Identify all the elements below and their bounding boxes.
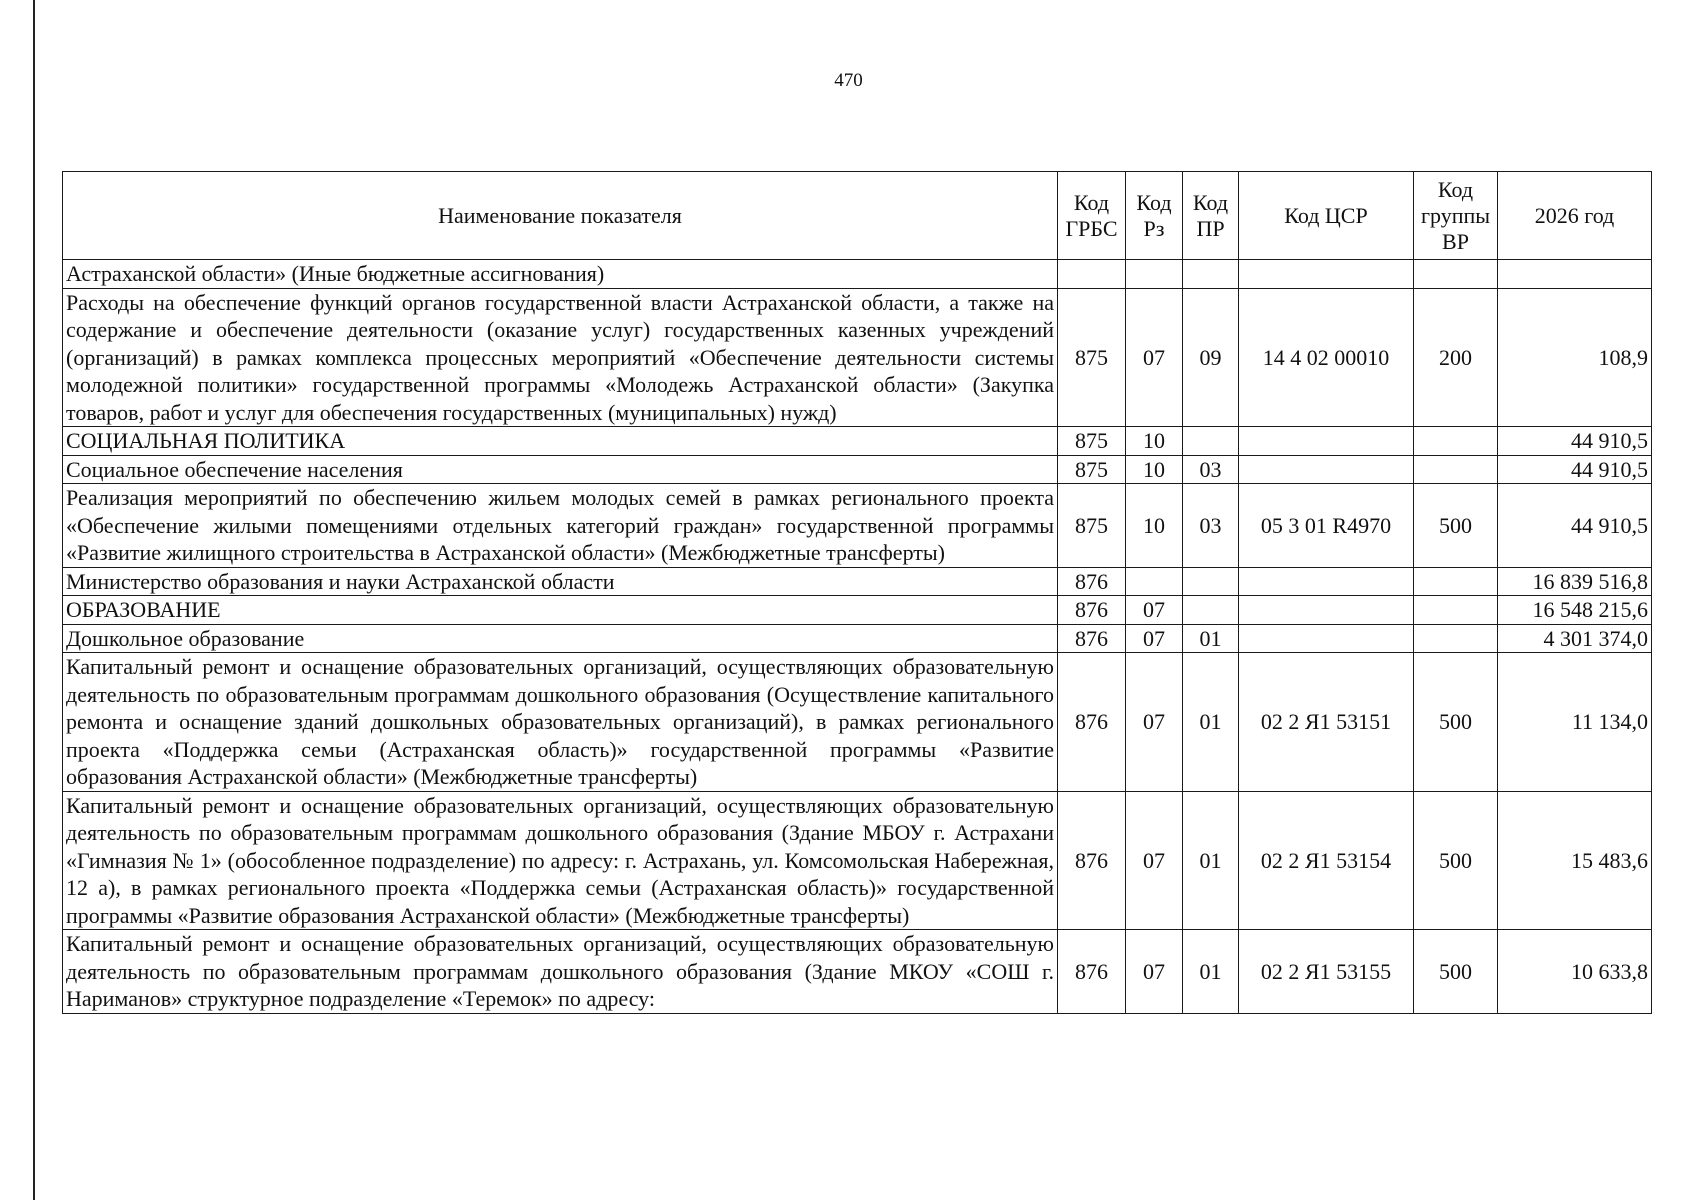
cell-name: ОБРАЗОВАНИЕ [63,596,1058,625]
cell-grbs: 875 [1058,455,1126,484]
cell-amount: 16 839 516,8 [1498,567,1652,596]
cell-pr: 09 [1183,288,1239,427]
cell-pr [1183,567,1239,596]
cell-vr [1414,596,1498,625]
cell-amount: 15 483,6 [1498,791,1652,930]
cell-amount: 16 548 215,6 [1498,596,1652,625]
cell-pr [1183,260,1239,289]
cell-vr: 500 [1414,930,1498,1014]
table-row [63,930,1652,1014]
cell-name: Дошкольное образование [63,624,1058,653]
cell-pr: 01 [1183,791,1239,930]
cell-csr: 05 3 01 R4970 [1239,484,1414,568]
cell-pr [1183,596,1239,625]
cell-vr: 200 [1414,288,1498,427]
cell-rz: 07 [1126,930,1183,1014]
cell-rz: 10 [1126,427,1183,456]
cell-amount [1498,260,1652,289]
table-row [63,484,1652,568]
cell-name: Расходы на обеспечение функций органов государственной власти Астраханской области, а также на содержание и обеспечение деятельности (оказание услуг) государственных казенных учреждений (организаций) в рамках комплекса процессных мероприятий «Обеспечение деятельности системы молодежной политики» государственной программы «Молодежь Астраханской области» (Закупка товаров, работ и услуг для обеспечения государственных (муниципальных) нужд) [63,288,1058,427]
cell-vr: 500 [1414,653,1498,792]
cell-amount: 10 633,8 [1498,930,1652,1014]
cell-grbs: 876 [1058,653,1126,792]
cell-csr [1239,624,1414,653]
cell-pr: 03 [1183,455,1239,484]
cell-pr: 01 [1183,653,1239,792]
cell-csr [1239,455,1414,484]
cell-name: Социальное обеспечение населения [63,455,1058,484]
cell-rz [1126,567,1183,596]
header-grbs: Код ГРБС [1058,172,1126,260]
cell-rz: 07 [1126,288,1183,427]
cell-rz: 07 [1126,653,1183,792]
left-margin-rule [33,0,35,1200]
cell-rz: 07 [1126,791,1183,930]
cell-rz: 07 [1126,596,1183,625]
budget-table [62,171,1652,1014]
cell-rz [1126,260,1183,289]
cell-grbs: 876 [1058,930,1126,1014]
header-rz: Код Рз [1126,172,1183,260]
table-row [63,624,1652,653]
header-pr: Код ПР [1183,172,1239,260]
table-row [63,596,1652,625]
cell-name: СОЦИАЛЬНАЯ ПОЛИТИКА [63,427,1058,456]
cell-vr: 500 [1414,791,1498,930]
cell-grbs [1058,260,1126,289]
cell-amount: 44 910,5 [1498,484,1652,568]
cell-vr: 500 [1414,484,1498,568]
cell-amount: 44 910,5 [1498,427,1652,456]
cell-name: Капитальный ремонт и оснащение образовательных организаций, осуществляющих образовательную деятельность по образовательным программам дошкольного образования (Здание МБОУ г. Астрахани «Гимназия № 1» (обособленное подразделение) по адресу: г. Астрахань, ул. Комсомольская Набережная, 12 а), в рамках регионального проекта «Поддержка семьи (Астраханская область)» государственной программы «Развитие образования Астраханской области» (Межбюджетные трансферты) [63,791,1058,930]
cell-rz: 10 [1126,484,1183,568]
cell-name: Реализация мероприятий по обеспечению жильем молодых семей в рамках регионального проекта «Обеспечение жилыми помещениями отдельных категорий граждан» государственной программы «Развитие жилищного строительства в Астраханской области» (Межбюджетные трансферты) [63,484,1058,568]
cell-vr [1414,260,1498,289]
cell-csr: 02 2 Я1 53155 [1239,930,1414,1014]
cell-vr [1414,427,1498,456]
cell-pr: 01 [1183,930,1239,1014]
cell-name: Капитальный ремонт и оснащение образовательных организаций, осуществляющих образовательную деятельность по образовательным программам дошкольного образования (Осуществление капитального ремонта и оснащение зданий дошкольных образовательных организаций), в рамках регионального проекта «Поддержка семьи (Астраханская область)» государственной программы «Развитие образования Астраханской области» (Межбюджетные трансферты) [63,653,1058,792]
cell-csr: 02 2 Я1 53151 [1239,653,1414,792]
table-row [63,567,1652,596]
table-row [63,427,1652,456]
cell-amount: 108,9 [1498,288,1652,427]
header-name: Наименование показателя [63,172,1058,260]
cell-grbs: 875 [1058,288,1126,427]
table-row [63,260,1652,289]
cell-rz: 07 [1126,624,1183,653]
table-row [63,455,1652,484]
cell-csr [1239,260,1414,289]
cell-name: Министерство образования и науки Астраханской области [63,567,1058,596]
header-csr: Код ЦСР [1239,172,1414,260]
cell-csr: 14 4 02 00010 [1239,288,1414,427]
cell-name: Астраханской области» (Иные бюджетные ассигнования) [63,260,1058,289]
cell-csr [1239,567,1414,596]
page-number: 470 [834,70,863,91]
header-year: 2026 год [1498,172,1652,260]
cell-amount: 11 134,0 [1498,653,1652,792]
cell-vr [1414,624,1498,653]
cell-grbs: 876 [1058,624,1126,653]
table-row [63,288,1652,427]
table-row [63,791,1652,930]
header-vr: Код группы ВР [1414,172,1498,260]
cell-amount: 44 910,5 [1498,455,1652,484]
cell-grbs: 876 [1058,791,1126,930]
table-header-row [63,172,1652,260]
cell-grbs: 876 [1058,596,1126,625]
cell-csr: 02 2 Я1 53154 [1239,791,1414,930]
cell-rz: 10 [1126,455,1183,484]
cell-vr [1414,455,1498,484]
cell-vr [1414,567,1498,596]
cell-grbs: 875 [1058,427,1126,456]
cell-csr [1239,427,1414,456]
cell-name: Капитальный ремонт и оснащение образовательных организаций, осуществляющих образовательную деятельность по образовательным программам дошкольного образования (Здание МКОУ «СОШ г. Нариманов» структурное подразделение «Теремок» по адресу: [63,930,1058,1014]
cell-pr [1183,427,1239,456]
cell-pr: 03 [1183,484,1239,568]
cell-grbs: 876 [1058,567,1126,596]
cell-pr: 01 [1183,624,1239,653]
cell-grbs: 875 [1058,484,1126,568]
cell-csr [1239,596,1414,625]
table-row [63,653,1652,792]
cell-amount: 4 301 374,0 [1498,624,1652,653]
